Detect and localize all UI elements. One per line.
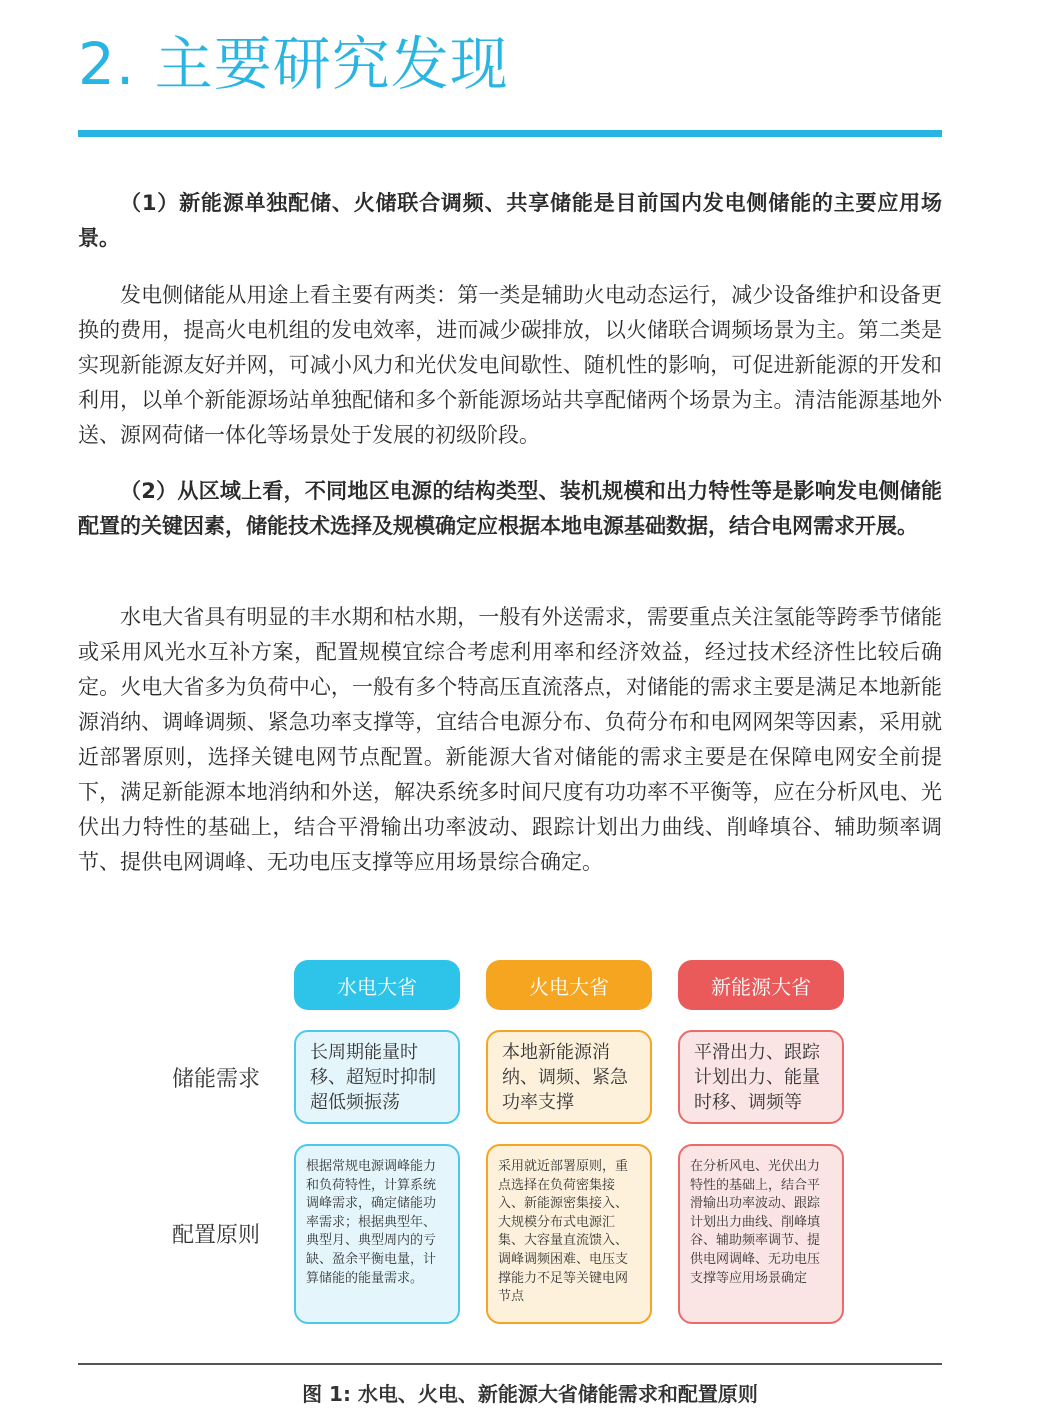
demand-box-hydro: 长周期能量时移、超短时抑制超低频振荡 <box>294 1030 460 1124</box>
header-new-energy-province: 新能源大省 <box>678 960 844 1010</box>
title-underline <box>78 130 942 137</box>
header-hydro-province: 水电大省 <box>294 960 460 1010</box>
figure-divider <box>78 1363 942 1365</box>
section-title: 2. 主要研究发现 <box>78 30 509 98</box>
principle-box-new-energy: 在分析风电、光伏出力特性的基础上，结合平滑输出功率波动、跟踪计划出力曲线、削峰填谷、辅助频率调节、提供电网调峰、无功电压支撑等应用场景确定 <box>678 1144 844 1324</box>
finding-1-heading: （1）新能源单独配储、火储联合调频、共享储能是目前国内发电侧储能的主要应用场景。 <box>78 191 942 250</box>
finding-2-heading: （2）从区域上看，不同地区电源的结构类型、装机规模和出力特性等是影响发电侧储能配置的关键因素，储能技术选择及规模确定应根据本地电源基础数据，结合电网需求开展。 <box>78 479 942 538</box>
row-label-principle: 配置原则 <box>172 1223 261 1248</box>
principle-box-hydro: 根据常规电源调峰能力和负荷特性，计算系统调峰需求，确定储能功率需求；根据典型年、典型月、典型周内的亏缺、盈余平衡电量，计算储能的能量需求。 <box>294 1144 460 1324</box>
principle-box-thermal: 采用就近部署原则，重点选择在负荷密集接入、新能源密集接入、大规模分布式电源汇集、大容量直流馈入、调峰调频困难、电压支撑能力不足等关键电网节点 <box>486 1144 652 1324</box>
finding-1-body: 发电侧储能从用途上看主要有两类：第一类是辅助火电动态运行，减少设备维护和设备更换的费用，提高火电机组的发电效率，进而减少碳排放，以火储联合调频场景为主。第二类是实现新能源友好并网，可减小风力和光伏发电间歇性、随机性的影响，可促进新能源的开发和利用，以单个新能源场站单独配储和多个新能源场站共享配储两个场景为主。清洁能源基地外送、源网荷储一体化等场景处于发展的初级阶段。 <box>78 283 942 447</box>
demand-box-new-energy: 平滑出力、跟踪计划出力、能量时移、调频等 <box>678 1030 844 1124</box>
finding-2-body: 水电大省具有明显的丰水期和枯水期，一般有外送需求，需要重点关注氢能等跨季节储能或采用风光水互补方案，配置规模宜综合考虑利用率和经济效益，经过技术经济性比较后确定。火电大省多为负荷中心，一般有多个特高压直流落点，对储能的需求主要是满足本地新能源消纳、调峰调频、紧急功率支撑等，宜结合电源分布、负荷分布和电网网架等因素，采用就近部署原则，选择关键电网节点配置。新能源大省对储能的需求主要是在保障电网安全前提下，满足新能源本地消纳和外送，解决系统多时间尺度有功功率不平衡等，应在分析风电、光伏出力特性的基础上，结合平滑输出功率波动、跟踪计划出力曲线、削峰填谷、辅助频率调节、提供电网调峰、无功电压支撑等应用场景综合确定。 <box>78 605 942 874</box>
figure-caption: 图 1: 水电、火电、新能源大省储能需求和配置原则 <box>302 1382 758 1406</box>
row-label-demand: 储能需求 <box>172 1067 261 1092</box>
header-thermal-province: 火电大省 <box>486 960 652 1010</box>
demand-box-thermal: 本地新能源消纳、调频、紧急功率支撑 <box>486 1030 652 1124</box>
